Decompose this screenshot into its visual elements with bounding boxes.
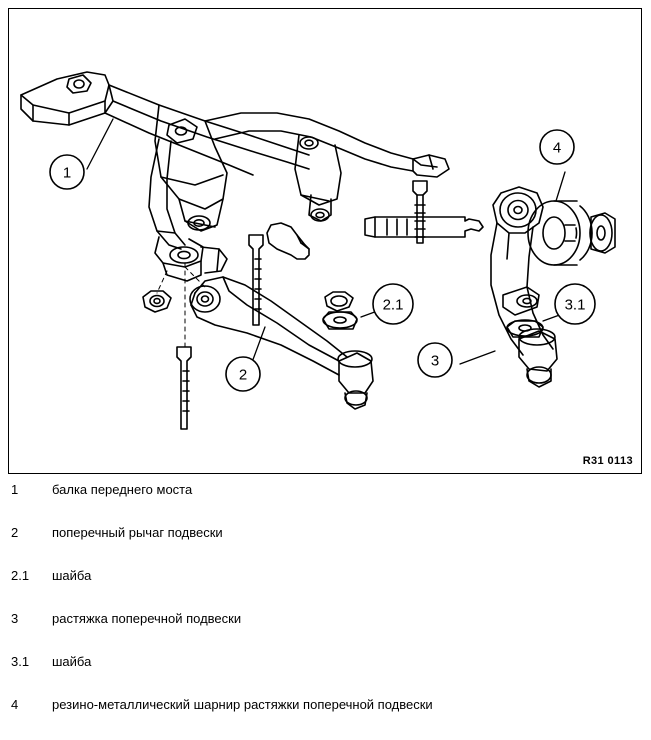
washer-2-1-part	[323, 292, 357, 329]
tension-strut-part	[491, 187, 557, 387]
legend-item-key: 3.1	[11, 654, 30, 669]
legend-item	[8, 525, 642, 568]
callout-label-4: 4	[552, 139, 562, 157]
legend-item-key: 4	[11, 697, 19, 712]
legend-item-description: балка переднего моста	[52, 482, 193, 497]
callout-labels	[63, 140, 586, 384]
legend-item-key: 1	[11, 482, 19, 497]
legend-item	[8, 654, 642, 697]
legend-item-description: поперечный рычаг подвески	[52, 525, 223, 540]
diagram-panel	[8, 8, 642, 474]
legend-list	[8, 482, 642, 740]
callout-label-3-1: 3.1	[564, 296, 586, 314]
rubber-metal-bush-part	[528, 201, 615, 265]
control-arm-part	[190, 277, 373, 409]
bolt-group	[177, 181, 483, 429]
legend-item-key: 2.1	[11, 568, 30, 583]
drawing-code-label: R31 0113	[582, 455, 633, 467]
callout-label-2-1: 2.1	[382, 296, 404, 314]
callout-label-2: 2	[238, 366, 248, 384]
suspension-exploded-diagram	[9, 9, 641, 473]
front-axle-beam-part	[21, 72, 449, 281]
legend-item-key: 2	[11, 525, 19, 540]
legend-item-description: резино-металлический шарнир растяжки поперечной подвески	[52, 697, 433, 712]
legend-item-description: шайба	[52, 654, 92, 669]
callout-label-1: 1	[62, 164, 72, 182]
legend-item-description: растяжка поперечной подвески	[52, 611, 242, 626]
callout-label-3: 3	[430, 352, 440, 370]
nut-left-part	[143, 291, 171, 312]
legend-item	[8, 568, 642, 611]
legend-item	[8, 697, 642, 740]
legend-item	[8, 611, 642, 654]
legend-item-key: 3	[11, 611, 19, 626]
legend-item-description: шайба	[52, 568, 92, 583]
legend-item	[8, 482, 642, 525]
